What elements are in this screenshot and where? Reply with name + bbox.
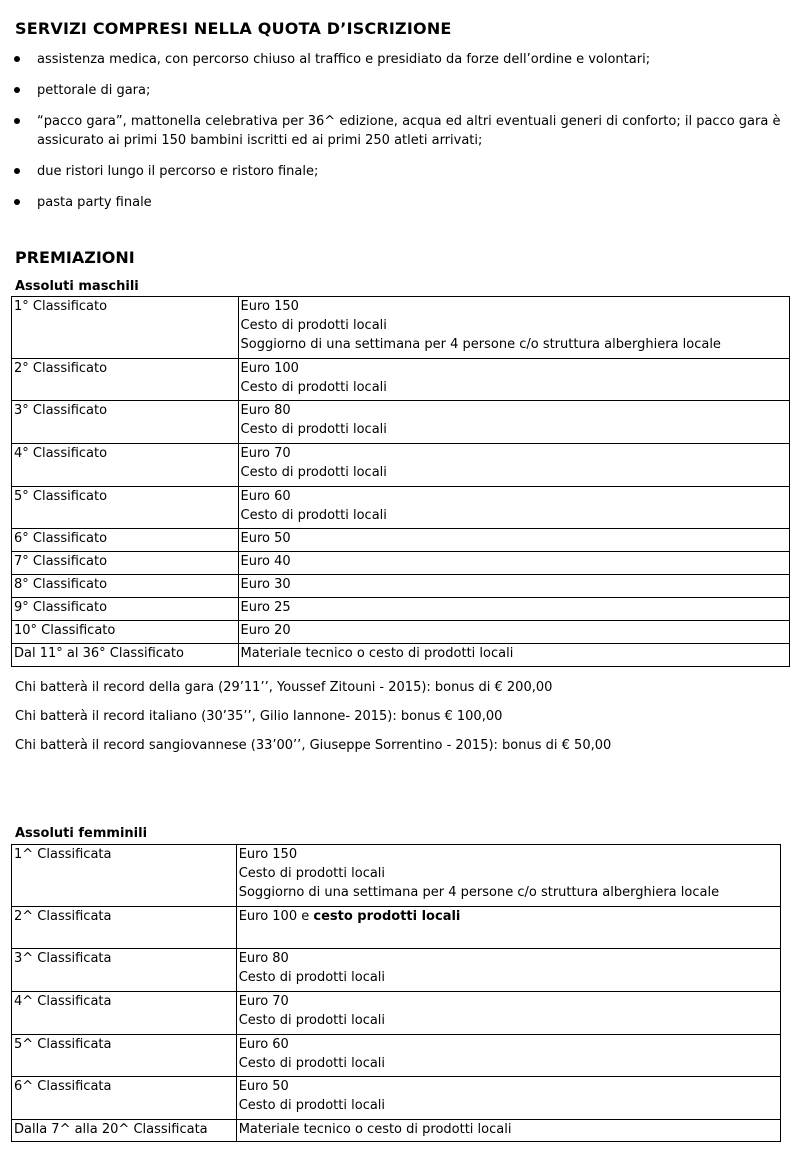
- services-list-item: [14, 50, 794, 69]
- services-item-text: pettorale di gara;: [37, 83, 151, 98]
- prize-line: Euro 150: [238, 847, 298, 862]
- table-row: [12, 644, 790, 667]
- prize-line: Euro 50: [238, 1079, 289, 1094]
- table-row: [12, 621, 790, 644]
- services-heading: SERVIZI COMPRESI NELLA QUOTA D’ISCRIZIONE: [15, 19, 452, 38]
- prize-line: Cesto di prodotti locali: [240, 380, 387, 395]
- prize-cell: [238, 644, 789, 667]
- prize-cell: [238, 575, 789, 598]
- prize-line: Euro 80: [238, 951, 289, 966]
- prize-line: Cesto di prodotti locali: [238, 1056, 386, 1071]
- place-cell: 6° Classificato: [12, 529, 239, 552]
- place-cell: 6^ Classificata: [12, 1077, 237, 1120]
- men-prizes-table: [11, 296, 790, 667]
- bullet-icon: [14, 87, 20, 93]
- table-row: [12, 444, 790, 487]
- prize-line: Euro 100: [240, 361, 299, 376]
- record-bonus-note: Chi batterà il record sangiovannese (33’00’’, Giuseppe Sorrentino - 2015): bonus di € 50,00: [15, 738, 612, 753]
- table-row: [12, 1120, 781, 1142]
- prize-cell: [236, 1120, 780, 1142]
- prize-cell: [236, 1035, 780, 1077]
- services-item-text: assistenza medica, con percorso chiuso al traffico e presidiato da forze dell’ordine e volontari;: [37, 52, 651, 67]
- prize-line: Materiale tecnico o cesto di prodotti locali: [238, 1122, 512, 1137]
- women-prizes-table: [11, 844, 781, 1142]
- prize-line: Euro 50: [240, 531, 291, 546]
- prize-line: Euro 25: [240, 600, 291, 615]
- women-section-title: Assoluti femminili: [15, 826, 148, 841]
- place-cell: 10° Classificato: [12, 621, 239, 644]
- place-cell: 1° Classificato: [12, 297, 239, 359]
- place-cell: Dalla 7^ alla 20^ Classificata: [12, 1120, 237, 1142]
- prize-cell: [236, 1077, 780, 1120]
- men-section-title: Assoluti maschili: [15, 279, 139, 294]
- prize-cell: [238, 598, 789, 621]
- services-item-text: due ristori lungo il percorso e ristoro finale;: [37, 164, 319, 179]
- bullet-icon: [14, 118, 20, 124]
- record-bonus-note: Chi batterà il record italiano (30’35’’, Gilio Iannone- 2015): bonus € 100,00: [15, 709, 503, 724]
- services-item-text: pasta party finale: [37, 195, 152, 210]
- bullet-icon: [14, 199, 20, 205]
- place-cell: 4^ Classificata: [12, 992, 237, 1035]
- prize-text: Euro 100 e: [238, 909, 314, 924]
- place-cell: 2^ Classificata: [12, 907, 237, 949]
- table-row: [12, 1035, 781, 1077]
- place-cell: 5^ Classificata: [12, 1035, 237, 1077]
- prize-line: Euro 20: [240, 623, 291, 638]
- place-cell: 9° Classificato: [12, 598, 239, 621]
- place-cell: 2° Classificato: [12, 359, 239, 401]
- place-cell: 3° Classificato: [12, 401, 239, 444]
- place-cell: 4° Classificato: [12, 444, 239, 487]
- prize-line: Euro 30: [240, 577, 291, 592]
- prize-cell: [238, 359, 789, 401]
- prize-cell: [236, 992, 780, 1035]
- services-item-text: “pacco gara”, mattonella celebrativa per 36^ edizione, acqua ed altri eventuali generi di conforto; il pacco gara è assicurato ai primi 150 bambini iscritti ed ai primi 250 atleti arrivati;: [37, 114, 781, 148]
- prize-cell: [238, 621, 789, 644]
- prize-line: [239, 907, 778, 926]
- prize-line: Euro 70: [240, 446, 291, 461]
- prize-line: Euro 150: [240, 299, 299, 314]
- prize-line: Cesto di prodotti locali: [240, 465, 387, 480]
- prize-line: Euro 70: [238, 994, 289, 1009]
- prize-line: Soggiorno di una settimana per 4 persone c/o struttura alberghiera locale: [240, 337, 721, 352]
- table-row: [12, 529, 790, 552]
- prize-line: Cesto di prodotti locali: [238, 1013, 386, 1028]
- services-list-item: [14, 193, 794, 212]
- place-cell: 1^ Classificata: [12, 845, 237, 907]
- place-cell: 7° Classificato: [12, 552, 239, 575]
- prize-cell: [236, 907, 780, 949]
- table-row: [12, 297, 790, 359]
- prize-cell: [238, 297, 789, 359]
- prize-cell: [238, 444, 789, 487]
- prize-line: Euro 40: [240, 554, 291, 569]
- services-list-item: [14, 81, 794, 100]
- table-row: [12, 907, 781, 949]
- prize-cell: [236, 949, 780, 992]
- table-row: [12, 359, 790, 401]
- prize-cell: [238, 552, 789, 575]
- prize-line: Cesto di prodotti locali: [240, 318, 387, 333]
- prize-line: Cesto di prodotti locali: [238, 866, 386, 881]
- table-row: [12, 552, 790, 575]
- bullet-icon: [14, 56, 20, 62]
- services-list-item: [14, 162, 794, 181]
- prize-line: Cesto di prodotti locali: [238, 970, 386, 985]
- services-list-item: [14, 112, 794, 150]
- prize-line: Soggiorno di una settimana per 4 persone c/o struttura alberghiera locale: [238, 885, 720, 900]
- table-row: [12, 992, 781, 1035]
- prize-cell: [238, 487, 789, 529]
- prize-cell: [238, 529, 789, 552]
- prize-line: Cesto di prodotti locali: [238, 1098, 386, 1113]
- table-row: [12, 949, 781, 992]
- table-row: [12, 598, 790, 621]
- table-row: [12, 487, 790, 529]
- prize-cell: [236, 845, 780, 907]
- prize-line: Cesto di prodotti locali: [240, 422, 387, 437]
- prize-line: Cesto di prodotti locali: [240, 508, 387, 523]
- prize-bold-text: cesto prodotti locali: [313, 909, 461, 924]
- place-cell: 8° Classificato: [12, 575, 239, 598]
- prize-line: Euro 80: [240, 403, 291, 418]
- place-cell: Dal 11° al 36° Classificato: [12, 644, 239, 667]
- table-row: [12, 575, 790, 598]
- place-cell: 3^ Classificata: [12, 949, 237, 992]
- prize-line: Materiale tecnico o cesto di prodotti locali: [240, 646, 514, 661]
- table-row: [12, 401, 790, 444]
- prize-line: Euro 60: [238, 1037, 289, 1052]
- table-row: [12, 845, 781, 907]
- record-bonus-note: Chi batterà il record della gara (29’11’’, Youssef Zitouni - 2015): bonus di € 200,00: [15, 680, 553, 695]
- services-list: [14, 50, 794, 224]
- table-row: [12, 1077, 781, 1120]
- place-cell: 5° Classificato: [12, 487, 239, 529]
- prize-line: Euro 60: [240, 489, 291, 504]
- prize-cell: [238, 401, 789, 444]
- awards-heading: PREMIAZIONI: [15, 248, 135, 267]
- bullet-icon: [14, 168, 20, 174]
